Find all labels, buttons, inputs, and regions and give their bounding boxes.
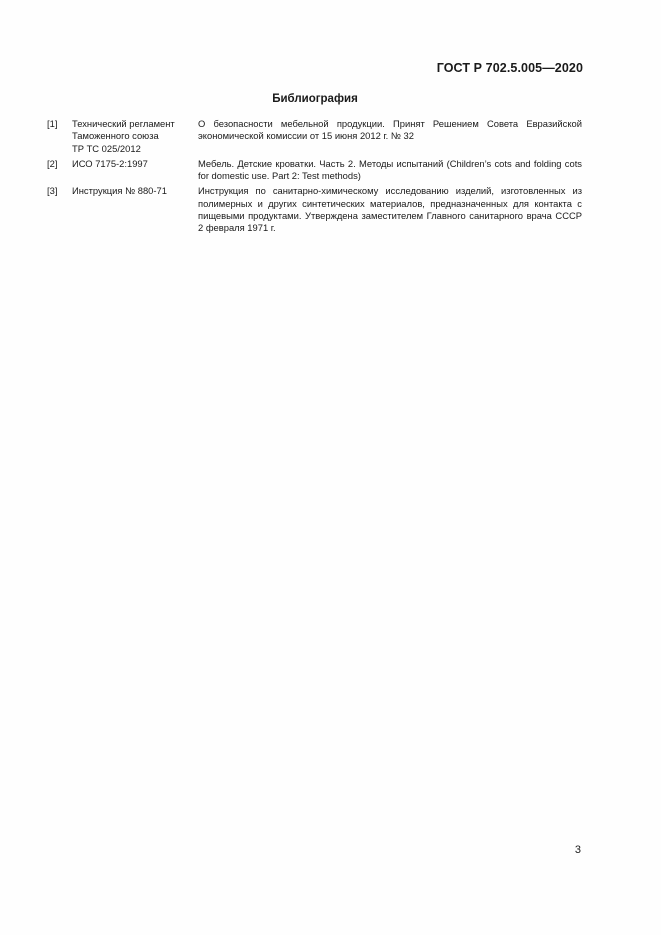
entry-number: [2] — [47, 157, 58, 169]
entry-number: [1] — [47, 118, 58, 129]
entry-source: Инструкция № 880-71 — [72, 185, 167, 197]
entry-source: Технический регламент Таможенного союза ТР ТС 025/2012 — [72, 118, 175, 154]
entry-description: Мебель. Детские кроватки. Часть 2. Методы испытаний (Children’s cots and folding cots for domestic use. Part 2: Test methods) — [198, 157, 582, 182]
entry-description: О безопасности мебельной продукции. Принят Решением Совета Евразийской экономической комиссии от 15 июня 2012 г. № 32 — [198, 118, 582, 142]
entry-description: Инструкция по санитарно-химическому исследованию изделий, изготовленных из полимерных и других синтетических материалов, предназначенных для контакта с пищевыми продуктами. Утверждена заместителем Главного санитарного врача СССР 2 февраля 1971 г. — [198, 185, 582, 234]
page-number: 3 — [574, 844, 581, 856]
bibliography-entry — [47, 185, 582, 234]
document-code: ГОСТ Р 702.5.005—2020 — [436, 61, 583, 75]
entry-source: ИСО 7175-2:1997 — [72, 157, 148, 169]
entry-number: [3] — [47, 185, 58, 197]
bibliography-entry — [47, 158, 582, 183]
section-title: Библиография — [272, 93, 358, 105]
bibliography-list — [47, 118, 582, 238]
bibliography-entry — [47, 118, 582, 155]
